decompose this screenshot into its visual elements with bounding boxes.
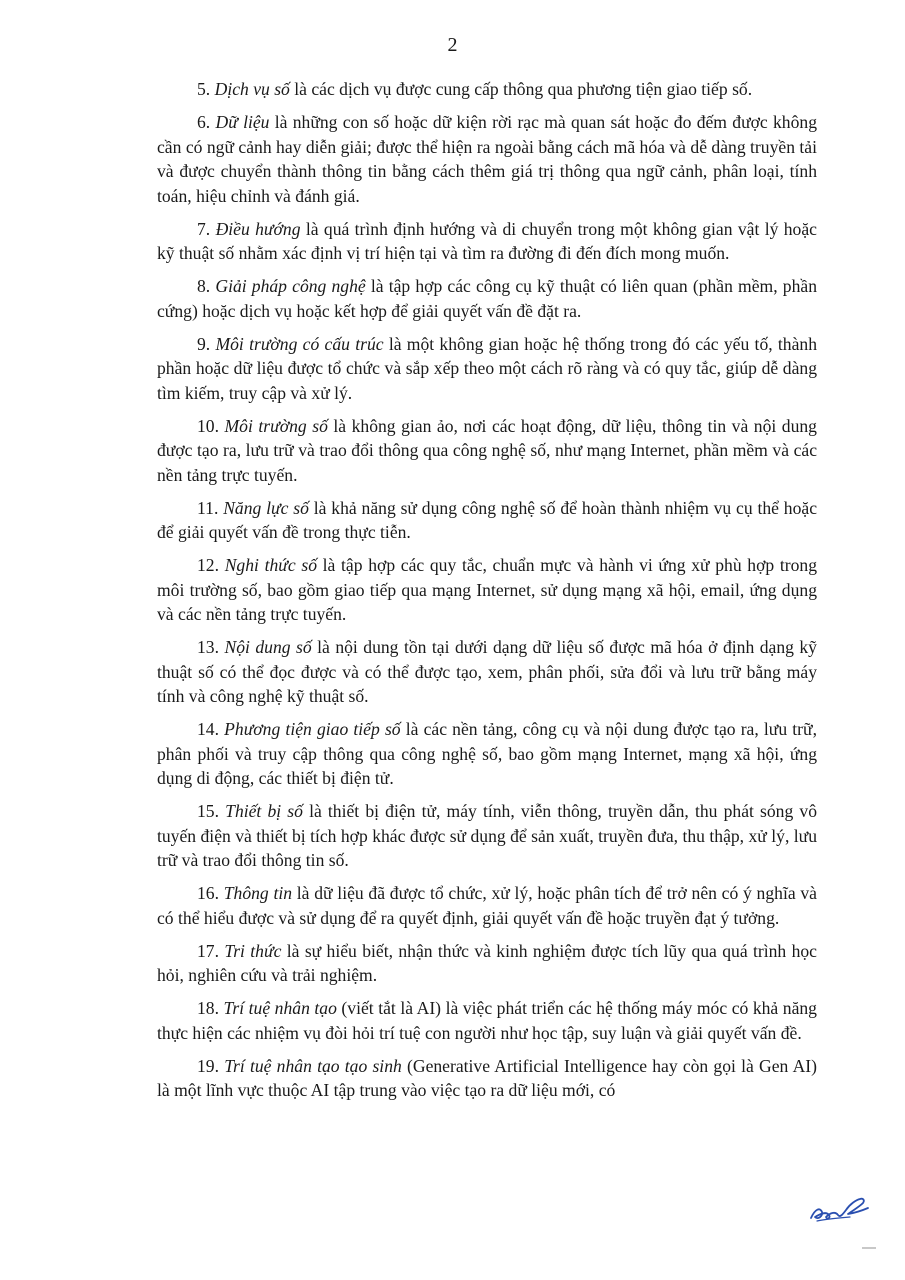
definition-text: là những con số hoặc dữ kiện rời rạc mà quan sát hoặc đo đếm được không cần có ngữ cảnh hay diễn giải; được thể hiện ra ngoài bằng cách mã hóa và dễ dàng truyền tải và được chuyển thành thông tin bằng cách thêm giá trị thông qua ngữ cảnh, phân loại, tính toán, hiệu chỉnh và đánh giá. xyxy=(157,112,817,206)
item-number: 12. xyxy=(197,555,219,575)
signature-icon xyxy=(808,1192,870,1226)
definition-text: (Generative Artificial Intelligence hay còn gọi là Gen AI) là một lĩnh vực thuộc AI tập trung vào việc tạo ra dữ liệu mới, có xyxy=(157,1055,818,1100)
definition-text: là các nền tảng, công cụ và nội dung được tạo ra, lưu trữ, phân phối và truy cập thông qua công nghệ số, bao gồm mạng Internet, mạng xã hội, ứng dụng di động, các thiết bị điện tử. xyxy=(157,719,817,788)
item-number: 17. xyxy=(197,940,219,961)
defined-term: Trí tuệ nhân tạo xyxy=(223,998,337,1018)
definition-text: là tập hợp các công cụ kỹ thuật có liên quan (phần mềm, phần cứng) hoặc dịch vụ hoặc kết hợp để giải quyết vấn đề đặt ra. xyxy=(157,276,817,321)
defined-term: Môi trường số xyxy=(224,415,328,436)
definition-item xyxy=(157,799,817,873)
item-number: 19. xyxy=(197,1055,219,1076)
item-number: 7. xyxy=(197,218,211,239)
defined-term: Trí tuệ nhân tạo tạo sinh xyxy=(224,1055,402,1076)
definition-item xyxy=(157,996,817,1045)
item-number: 14. xyxy=(197,719,219,739)
definition-item xyxy=(157,881,817,930)
definition-text: là một không gian hoặc hệ thống trong đó các yếu tố, thành phần hoặc dữ liệu được tổ chức và sắp xếp theo một cách rõ ràng và có quy tắc, giúp dễ dàng tìm kiếm, truy cập và xử lý. xyxy=(157,333,817,403)
defined-term: Thiết bị số xyxy=(225,801,303,821)
defined-term: Dữ liệu xyxy=(215,112,270,132)
defined-term: Nghi thức số xyxy=(224,555,317,575)
item-number: 18. xyxy=(197,998,219,1018)
definition-text: là không gian ảo, nơi các hoạt động, dữ liệu, thông tin và nội dung được tạo ra, lưu trữ và trao đổi thông qua công nghệ số, như mạng Internet, phần mềm và các nền tảng trực tuyến. xyxy=(157,415,817,485)
definition-item xyxy=(157,77,817,102)
definition-item xyxy=(157,635,817,709)
defined-term: Nội dung số xyxy=(224,637,312,657)
item-number: 16. xyxy=(197,883,219,903)
defined-term: Giải pháp công nghệ xyxy=(215,276,366,296)
document-body xyxy=(157,77,817,1111)
definition-text: là thiết bị điện tử, máy tính, viễn thông, truyền dẫn, thu phát sóng vô tuyến điện và thiết bị tích hợp khác được sử dụng để sản xuất, truyền đưa, thu thập, xử lý, lưu trữ và trao đổi thông tin số. xyxy=(157,801,818,870)
item-number: 9. xyxy=(197,333,211,354)
definition-text: là sự hiểu biết, nhận thức và kinh nghiệm được tích lũy qua quá trình học hỏi, nghiên cứu và trải nghiệm. xyxy=(157,940,817,985)
definition-item xyxy=(157,110,817,208)
defined-term: Điều hướng xyxy=(215,218,301,239)
definition-text: là quá trình định hướng và di chuyển trong một không gian vật lý hoặc kỹ thuật số nhằm xác định vị trí hiện tại và tìm ra đường đi đến đích mong muốn. xyxy=(157,218,817,263)
definition-text: là nội dung tồn tại dưới dạng dữ liệu số được mã hóa ở định dạng kỹ thuật số có thể đọc được và có thể được tạo, xem, phân phối, sửa đổi và lưu trữ bằng máy tính và công nghệ kỹ thuật số. xyxy=(157,637,817,706)
defined-term: Dịch vụ số xyxy=(214,79,290,99)
defined-term: Năng lực số xyxy=(223,497,309,518)
item-number: 10. xyxy=(197,415,219,436)
definition-item xyxy=(157,414,817,488)
definition-item xyxy=(157,217,817,266)
item-number: 15. xyxy=(197,801,219,821)
item-number: 6. xyxy=(197,112,211,132)
definition-text: là khả năng sử dụng công nghệ số để hoàn thành nhiệm vụ cụ thể hoặc để giải quyết vấn đề trong thực tiễn. xyxy=(157,497,818,542)
item-number: 11. xyxy=(197,497,219,518)
defined-term: Tri thức xyxy=(224,940,282,961)
page-number: 2 xyxy=(447,34,458,56)
item-number: 5. xyxy=(197,79,211,99)
definition-text: là dữ liệu đã được tổ chức, xử lý, hoặc phân tích để trở nên có ý nghĩa và có thể hiểu được và sử dụng để ra quyết định, giải quyết vấn đề hoặc truyền đạt ý tưởng. xyxy=(157,883,817,928)
definition-item xyxy=(157,274,817,323)
definition-item xyxy=(157,332,817,406)
definition-item xyxy=(157,939,817,988)
defined-term: Phương tiện giao tiếp số xyxy=(224,719,401,739)
item-number: 13. xyxy=(197,637,219,657)
definition-text: là tập hợp các quy tắc, chuẩn mực và hành vi ứng xử phù hợp trong môi trường số, bao gồm giao tiếp qua mạng Internet, sử dụng mạng xã hội, email, ứng dụng và các nền tảng trực tuyến. xyxy=(157,555,818,624)
defined-term: Môi trường có cấu trúc xyxy=(215,333,384,354)
definition-item xyxy=(157,717,817,791)
item-number: 8. xyxy=(197,276,211,296)
definition-text: (viết tắt là AI) là việc phát triển các hệ thống máy móc có khả năng thực hiện các nhiệm vụ đòi hỏi trí tuệ con người như học tập, suy luận và giải quyết vấn đề. xyxy=(157,998,817,1043)
defined-term: Thông tin xyxy=(223,883,293,903)
definition-item xyxy=(157,553,817,627)
definition-item xyxy=(157,1054,817,1103)
definition-text: là các dịch vụ được cung cấp thông qua phương tiện giao tiếp số. xyxy=(289,79,753,99)
margin-mark xyxy=(862,1247,876,1249)
definition-item xyxy=(157,496,817,545)
